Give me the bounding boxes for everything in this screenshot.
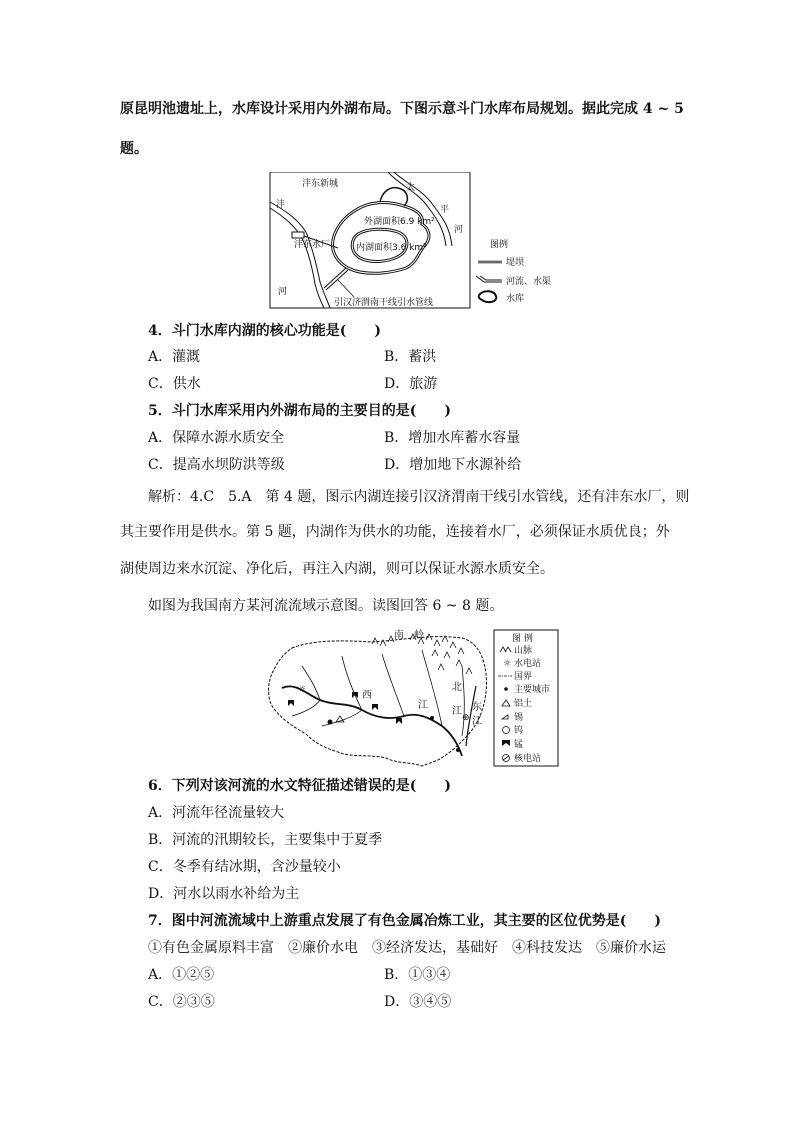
analysis-line-2: 其主要作用是供水。第 5 题，内湖作为供水的功能，连接着水厂，必须保证水质优良；外 xyxy=(120,524,670,540)
q4-option-d[interactable]: D．旅游 xyxy=(384,376,438,392)
legend-bauxite: 铝土 xyxy=(514,699,533,709)
q7-stem: 7．图中河流流域中上游重点发展了有色金属冶炼工业，其主要的区位优势是( ) xyxy=(148,913,661,929)
label-tai: 太 xyxy=(406,183,416,193)
label-dong: 东 xyxy=(472,702,482,713)
q5-option-d[interactable]: D．增加地下水源补给 xyxy=(384,457,522,473)
q6-option-b[interactable]: B．河流的汛期较长，主要集中于夏季 xyxy=(148,832,383,848)
label-feng-1: 沣 xyxy=(276,200,286,210)
legend-reservoir: 水库 xyxy=(506,294,525,304)
taiping-river xyxy=(388,172,446,246)
label-jiang-3: 江 xyxy=(472,716,482,727)
legend-river-icon xyxy=(476,276,502,282)
legend-hydro: 水电站 xyxy=(514,659,542,669)
legend-tungsten: 钨 xyxy=(514,726,524,736)
label-pipeline: 引汉济渭南干线引水管线 xyxy=(334,298,434,308)
q7-option-c[interactable]: C．②③⑤ xyxy=(148,994,215,1010)
q7-option-a[interactable]: A．①②⑤ xyxy=(148,967,215,983)
water-plant xyxy=(292,232,304,238)
label-he: 河 xyxy=(454,225,464,235)
label-inner-lake: 内湖面积3.6 km² xyxy=(356,243,427,253)
q6-option-a[interactable]: A．河流年径流量较大 xyxy=(148,805,285,821)
analysis-line-1: 解析：4.C 5.A 第 4 题，图示内湖连接引汉济渭南干线引水管线，还有沣东水厂，则 xyxy=(148,489,690,505)
label-nanling: 南 岭 xyxy=(394,630,424,641)
hydro-icon: ☼ xyxy=(298,685,307,695)
intro2-text: 如图为我国南方某河流流域示意图。读图回答 6 ~ 8 题。 xyxy=(148,598,504,614)
legend-mountain: 山脉 xyxy=(514,646,533,656)
q5-option-c[interactable]: C．提高水坝防洪等级 xyxy=(148,457,285,473)
svg-text:⊕: ⊕ xyxy=(462,713,470,723)
label-jiang-1: 江 xyxy=(418,700,428,711)
legend-tin: 锡 xyxy=(514,713,524,723)
city-icon xyxy=(328,720,333,725)
legend-nuclear: 核电站 xyxy=(514,754,542,764)
q7-option-b[interactable]: B．①③④ xyxy=(384,967,451,983)
intro-line-2: 题。 xyxy=(120,141,148,157)
analysis-line-3: 湖使周边来水沉淀、净化后，再注入内湖，则可以保证水源水质安全。 xyxy=(120,561,554,577)
q6-option-c[interactable]: C．冬季有结冰期，含沙量较小 xyxy=(148,859,341,875)
legend-city-icon xyxy=(504,687,508,691)
label-water-plant: 沣东水厂 xyxy=(294,240,331,250)
label-jiang-2: 江 xyxy=(452,706,462,717)
basin-outline xyxy=(269,637,487,766)
label-outer-lake: 外湖面积6.9 km² xyxy=(364,217,435,227)
q4-stem: 4．斗门水库内湖的核心功能是( ) xyxy=(148,323,381,339)
intro-line-1: 原昆明池遗址上，水库设计采用内外湖布局。下图示意斗门水库布局规划。据此完成 4 ~ 5 xyxy=(120,101,684,117)
legend-hydro-icon: ☼ xyxy=(503,659,512,669)
q4-option-c[interactable]: C．供水 xyxy=(148,376,201,392)
q4-option-a[interactable]: A．灌溉 xyxy=(148,349,201,365)
label-bei: 北 xyxy=(452,682,462,693)
legend-border: 国界 xyxy=(514,672,533,682)
q7-items: ①有色金属原料丰富 ②廉价水电 ③经济发达，基础好 ④科技发达 ⑤廉价水运 xyxy=(148,940,666,956)
legend-title: 图例 xyxy=(490,240,509,250)
q7-option-d[interactable]: D．③④⑤ xyxy=(384,994,452,1010)
label-city: 沣东新城 xyxy=(302,179,339,189)
manganese-icon xyxy=(288,700,294,706)
legend2-title: 图 例 xyxy=(512,634,533,644)
q5-stem: 5．斗门水库采用内外湖布局的主要目的是( ) xyxy=(148,403,451,419)
q4-option-b[interactable]: B．蓄洪 xyxy=(384,349,437,365)
label-xi: 西 xyxy=(362,690,372,701)
legend-river: 河流、水渠 xyxy=(506,277,552,287)
reservoir-map xyxy=(268,172,553,310)
label-ping: 平 xyxy=(440,205,450,215)
legend-dam: 堤坝 xyxy=(506,258,525,268)
legend-city: 主要城市 xyxy=(514,685,551,695)
river-basin-map xyxy=(262,626,562,772)
q5-option-b[interactable]: B．增加水库蓄水容量 xyxy=(384,430,521,446)
legend-reservoir-icon xyxy=(479,291,497,302)
label-feng-2: 河 xyxy=(278,287,288,297)
legend-manganese: 锰 xyxy=(514,740,524,750)
q6-option-d[interactable]: D．河水以雨水补给为主 xyxy=(148,886,300,902)
q5-option-a[interactable]: A．保障水源水质安全 xyxy=(148,430,285,446)
q6-stem: 6．下列对该河流的水文特征描述错误的是( ) xyxy=(148,778,451,794)
